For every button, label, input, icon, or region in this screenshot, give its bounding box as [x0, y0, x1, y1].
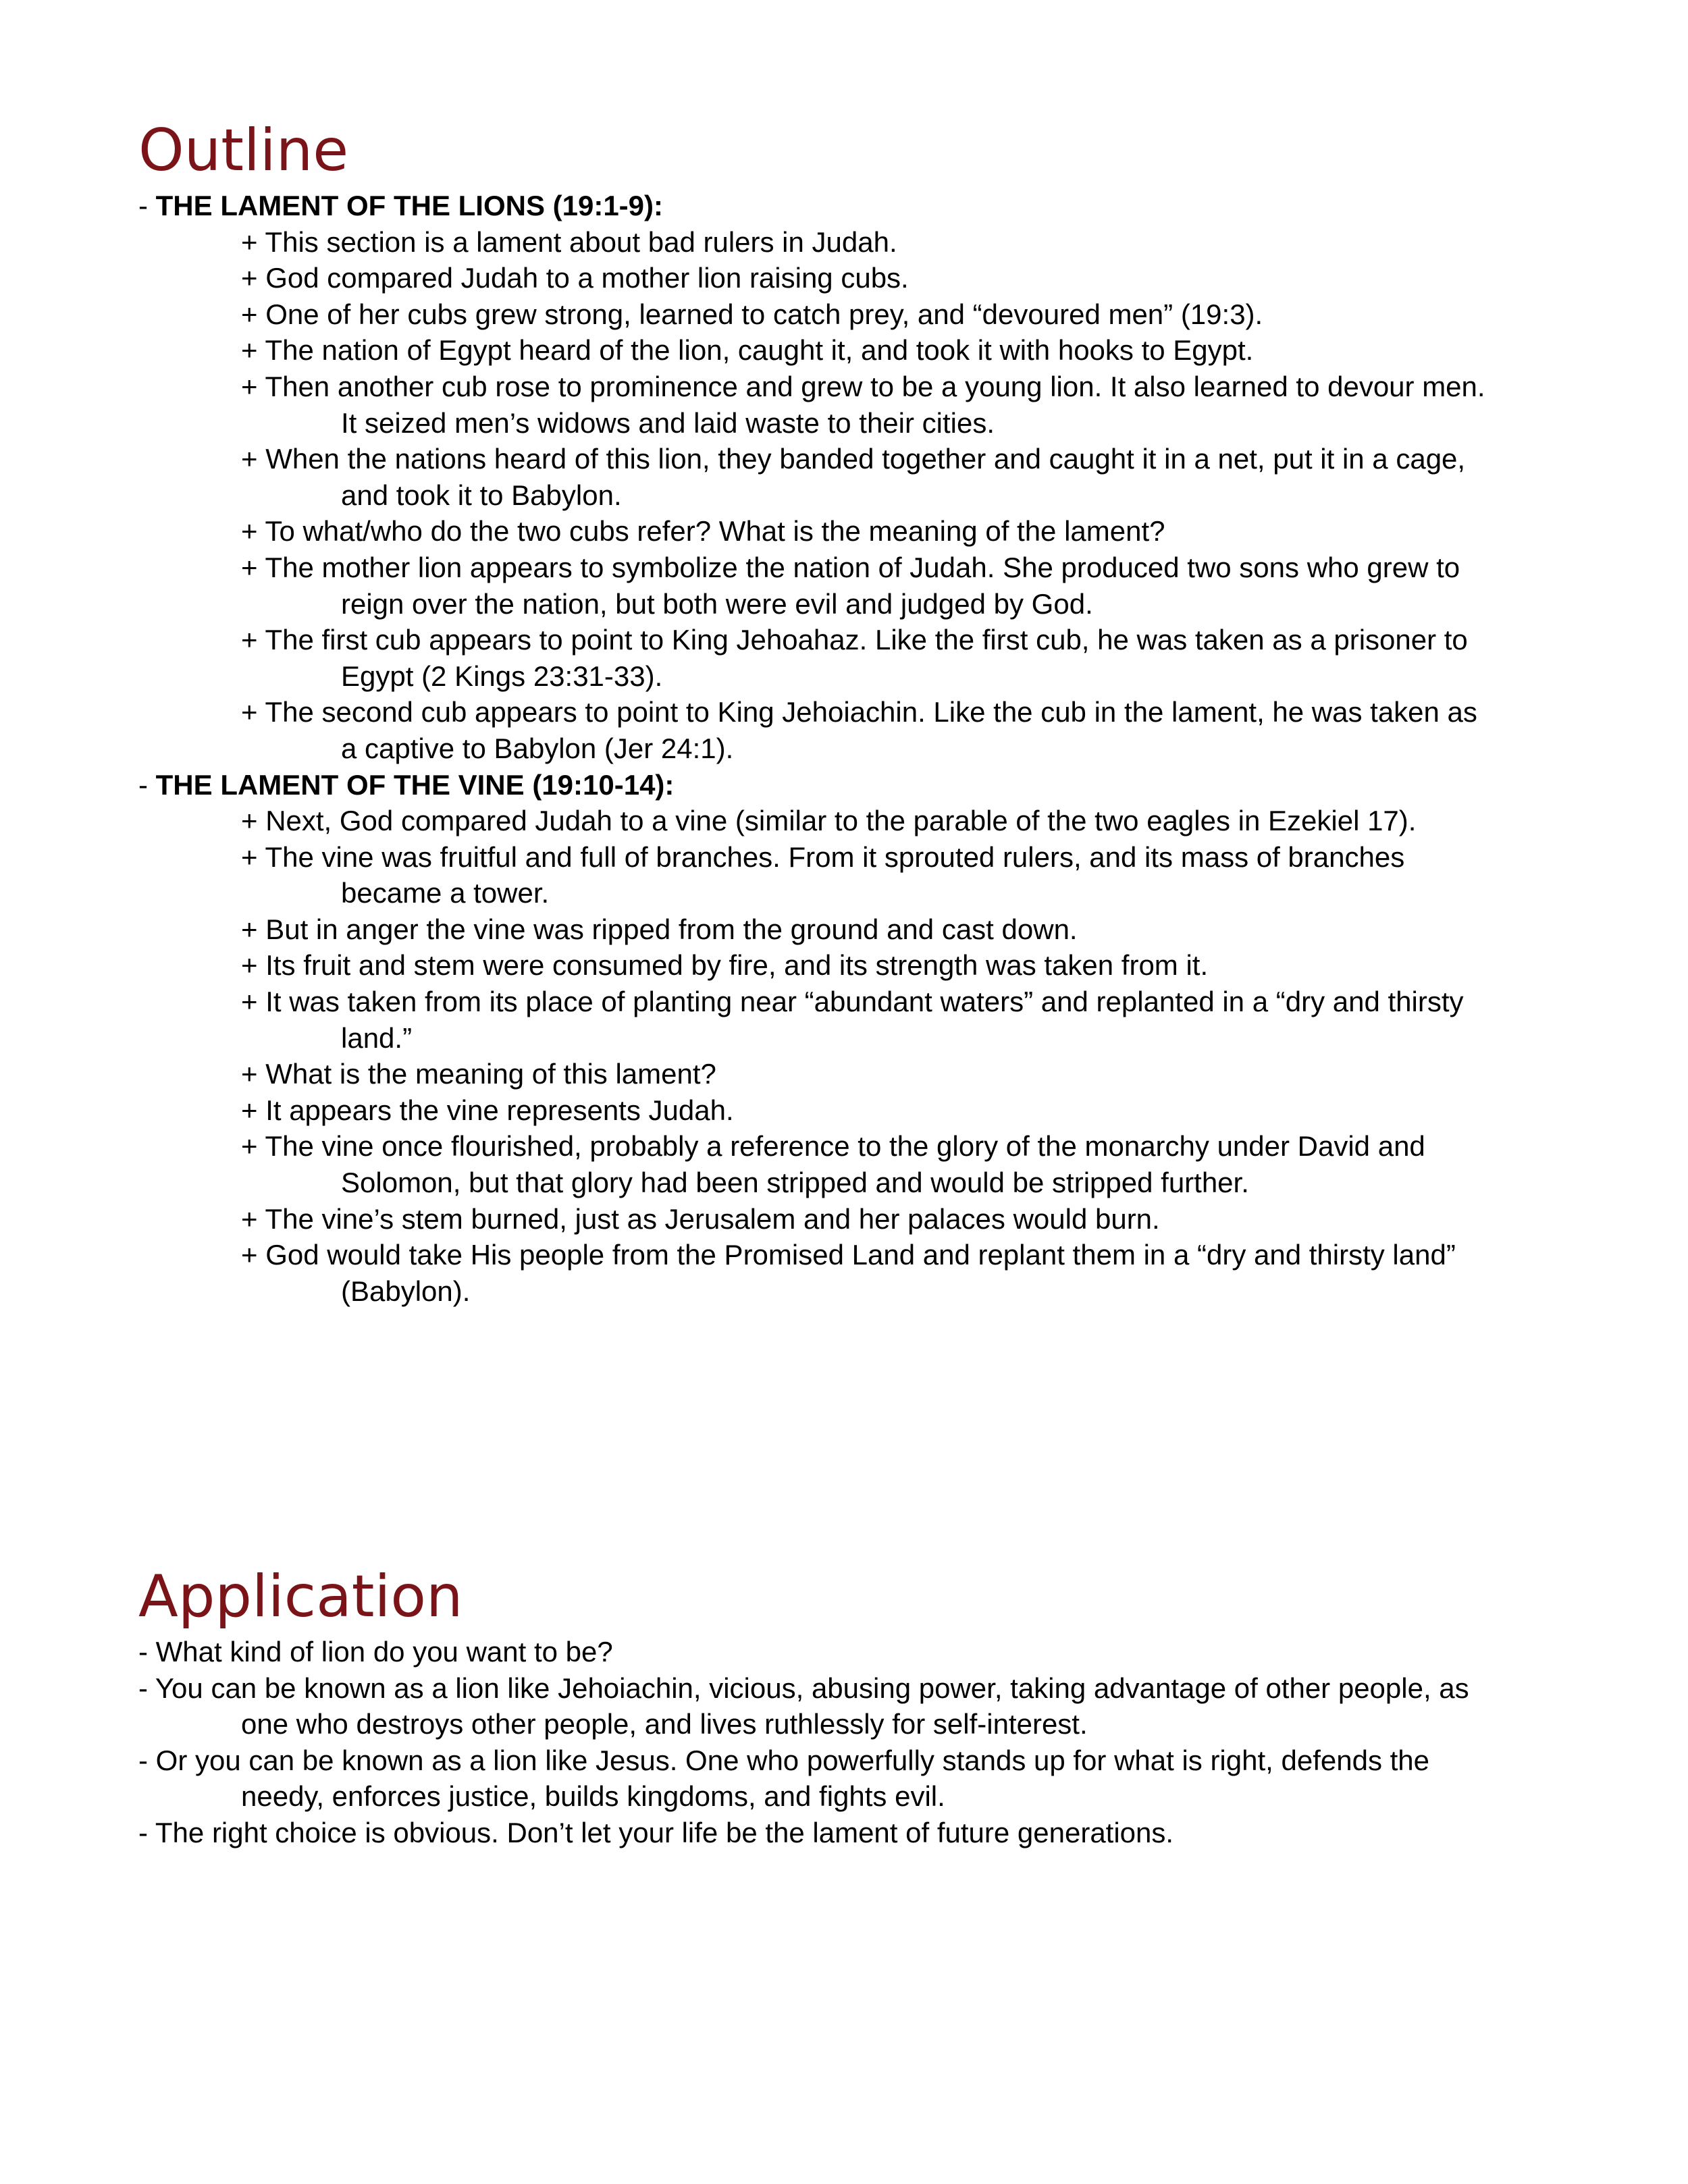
outline-list	[138, 188, 1563, 1309]
outline-point-continuation: and took it to Babylon.	[341, 479, 622, 511]
application-point: - What kind of lion do you want to be?	[138, 1636, 613, 1668]
application-list	[138, 1634, 1563, 1851]
outline-topic-heading	[138, 188, 1563, 224]
outline-point-continuation: Egypt (2 Kings 23:31-33).	[341, 660, 663, 692]
outline-point: + When the nations heard of this lion, they banded together and caught it in a net, put it in a cage,	[241, 443, 1466, 475]
application-point-continuation: one who destroys other people, and lives ruthlessly for self-interest.	[241, 1708, 1088, 1740]
topic-dash: -	[138, 190, 156, 221]
outline-topic-heading	[138, 767, 1563, 803]
application-point: - Or you can be known as a lion like Jesus. One who powerfully stands up for what is right, defends the	[138, 1744, 1430, 1776]
outline-point: + God compared Judah to a mother lion raising cubs.	[241, 262, 909, 294]
outline-point-continuation: Solomon, but that glory had been stripped and would be stripped further.	[341, 1167, 1249, 1199]
outline-point: + The nation of Egypt heard of the lion, caught it, and took it with hooks to Egypt.	[241, 334, 1254, 367]
outline-point-continuation: a captive to Babylon (Jer 24:1).	[341, 732, 734, 764]
outline-point: + This section is a lament about bad rulers in Judah.	[241, 225, 897, 258]
outline-point-continuation: (Babylon).	[341, 1275, 471, 1307]
outline-point: + The vine’s stem burned, just as Jerusalem and her palaces would burn.	[241, 1202, 1160, 1235]
outline-point: + The vine once flourished, probably a reference to the glory of the monarchy under David and	[241, 1130, 1425, 1163]
topic-title: THE LAMENT OF THE LIONS (19:1-9):	[155, 190, 664, 221]
outline-point: + Next, God compared Judah to a vine (similar to the parable of the two eagles in Ezekiel 17).	[241, 805, 1417, 837]
outline-point-continuation: land.”	[341, 1021, 413, 1054]
topic-dash: -	[138, 768, 156, 801]
outline-point: + Then another cub rose to prominence and grew to be a young lion. It also learned to devour men.	[241, 370, 1485, 402]
application-point-continuation: needy, enforces justice, builds kingdoms, and fights evil.	[241, 1780, 945, 1813]
outline-point: + The second cub appears to point to King Jehoiachin. Like the cub in the lament, he was taken as	[241, 696, 1477, 728]
outline-point: + What is the meaning of this lament?	[241, 1058, 716, 1090]
application-section	[138, 1560, 1563, 1851]
outline-point: + But in anger the vine was ripped from the ground and cast down.	[241, 913, 1078, 945]
outline-section	[138, 113, 1563, 1309]
outline-point-continuation: It seized men’s widows and laid waste to their cities.	[341, 406, 995, 439]
outline-point: + Its fruit and stem were consumed by fire, and its strength was taken from it.	[241, 949, 1209, 982]
application-heading: Application	[138, 1563, 463, 1630]
outline-point: + It was taken from its place of planting near “abundant waters” and replanted in a “dry and thirsty	[241, 986, 1464, 1018]
outline-point: + The first cub appears to point to King Jehoahaz. Like the first cub, he was taken as a prisoner to	[241, 624, 1468, 656]
topic-title: THE LAMENT OF THE VINE (19:10-14):	[155, 768, 675, 801]
outline-point: + The vine was fruitful and full of branches. From it sprouted rulers, and its mass of branches	[241, 841, 1405, 873]
outline-point: + God would take His people from the Promised Land and replant them in a “dry and thirsty land”	[241, 1239, 1456, 1271]
application-point: - The right choice is obvious. Don’t let your life be the lament of future generations.	[138, 1816, 1174, 1848]
outline-point: + It appears the vine represents Judah.	[241, 1094, 734, 1126]
outline-heading: Outline	[138, 117, 349, 184]
outline-point-continuation: became a tower.	[341, 877, 550, 909]
outline-point: + The mother lion appears to symbolize the nation of Judah. She produced two sons who grew to	[241, 551, 1460, 583]
application-point: - You can be known as a lion like Jehoiachin, vicious, abusing power, taking advantage of other people, as	[138, 1672, 1469, 1704]
outline-point: + One of her cubs grew strong, learned to catch prey, and “devoured men” (19:3).	[241, 298, 1263, 330]
outline-point: + To what/who do the two cubs refer? What is the meaning of the lament?	[241, 515, 1165, 548]
outline-point-continuation: reign over the nation, but both were evil and judged by God.	[341, 587, 1093, 620]
